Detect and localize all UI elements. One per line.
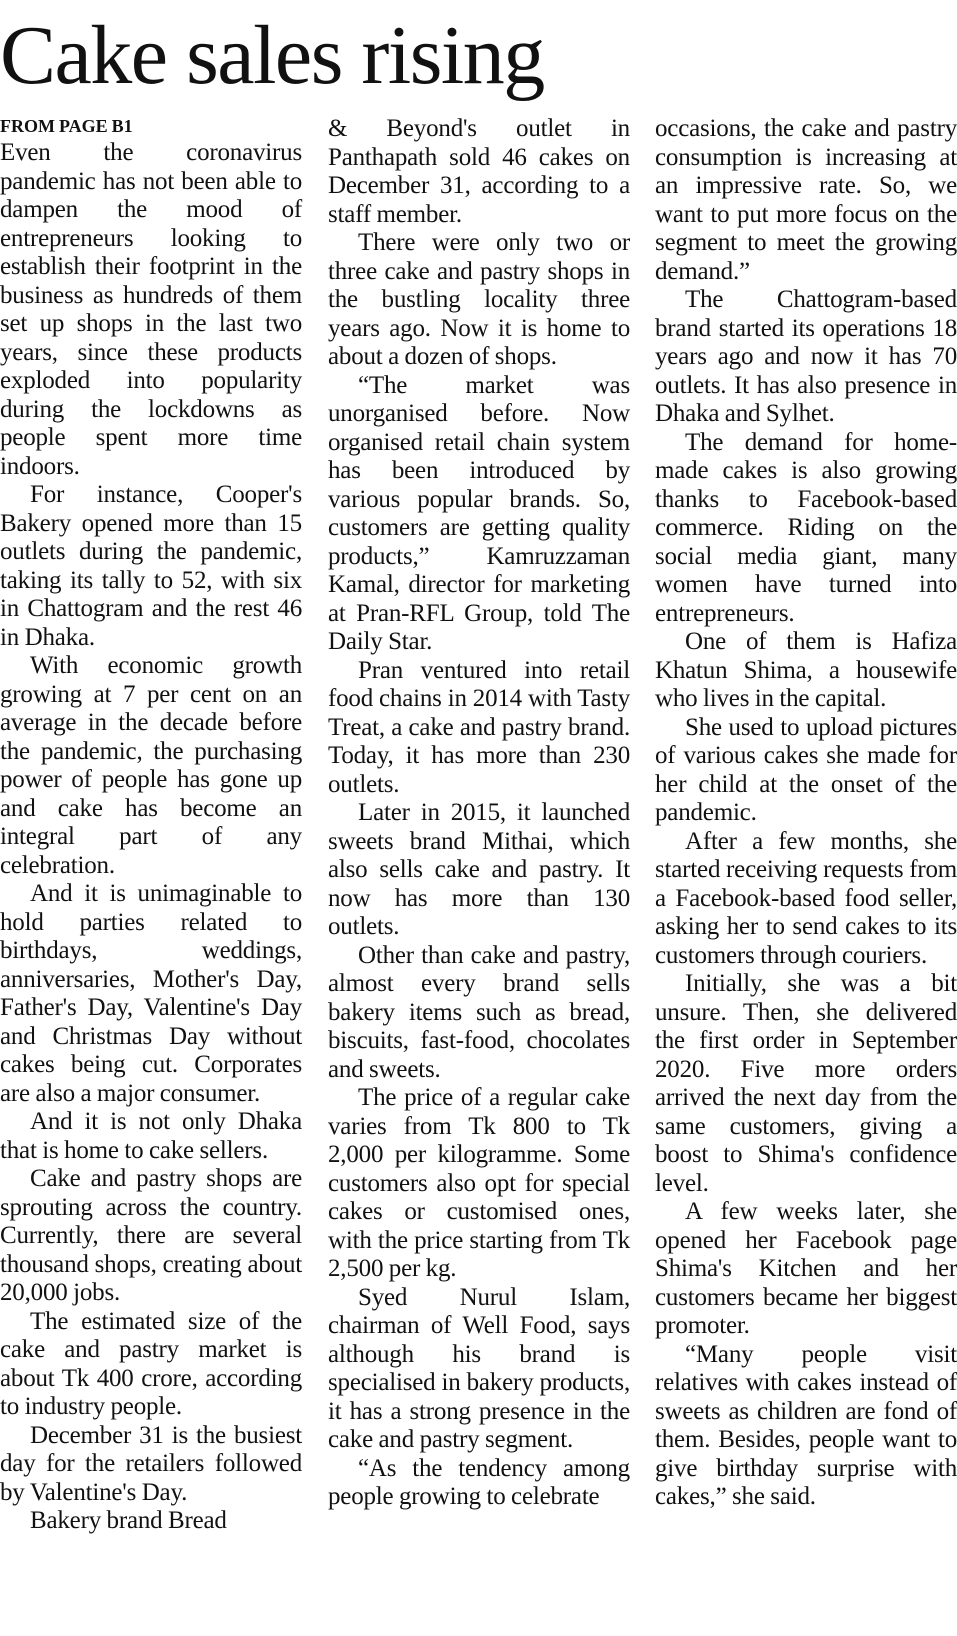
paragraph: Pran ventured into retail food chains in 2014 with Tasty Treat, a cake and pastry brand. Today, it has more than 230 outlets. — [328, 656, 630, 798]
paragraph: A few weeks later, she opened her Facebook page Shima's Kitchen and her customers became her biggest promoter. — [655, 1198, 957, 1339]
paragraph: Cake and pastry shops are sprouting across the country. Currently, there are several thousand shops, creating about 20,000 jobs. — [0, 1165, 302, 1306]
paragraph: The estimated size of the cake and pastry market is about Tk 400 crore, according to industry people. — [0, 1307, 302, 1420]
article-column-1 — [0, 115, 302, 1536]
paragraph: After a few months, she started receiving requests from a Facebook-based food seller, asking her to send cakes to its customers through couriers. — [655, 827, 957, 969]
kicker: FROM PAGE B1 — [0, 116, 133, 136]
paragraph: And it is unimaginable to hold parties related to birthdays, weddings, anniversaries, Mother's Day, Father's Day, Valentine's Day and Christmas Day without cakes being cut. Corporates are also a major consumer. — [0, 880, 302, 1107]
paragraph: “Many people visit relatives with cakes instead of sweets as children are fond of them. Besides, people want to give birthday surprise with cakes,” she said. — [655, 1340, 957, 1510]
paragraph: The demand for home-made cakes is also growing thanks to Facebook-based commerce. Riding on the social media giant, many women have turned into entrepreneurs. — [655, 428, 957, 627]
paragraph: With economic growth growing at 7 per cent on an average in the decade before the pandemic, the purchasing power of people has gone up and cake has become an integral part of any celebration. — [0, 652, 302, 879]
article-column-3 — [655, 115, 957, 1512]
paragraph: Syed Nurul Islam, chairman of Well Food, says although his brand is specialised in bakery products, it has a strong presence in the cake and pastry segment. — [328, 1283, 630, 1453]
paragraph: The price of a regular cake varies from Tk 800 to Tk 2,000 per kilogramme. Some customers also opt for special cakes or customised ones, with the price starting from Tk 2,500 per kg. — [328, 1084, 630, 1282]
headline: Cake sales rising — [0, 9, 544, 102]
article-column-2 — [328, 115, 630, 1512]
paragraph: One of them is Hafiza Khatun Shima, a housewife who lives in the capital. — [655, 628, 957, 712]
paragraph: occasions, the cake and pastry consumption is increasing at an impressive rate. So, we want to put more focus on the segment to meet the growing demand.” — [655, 115, 957, 285]
paragraph: “The market was unorganised before. Now organised retail chain system has been introduced by various popular brands. So, customers are getting quality products,” Kamruzzaman Kamal, director for marketing at Pran-RFL Group, told The Daily Star. — [328, 371, 630, 655]
paragraph: The Chattogram-based brand started its operations 18 years ago and now it has 70 outlets. It has also presence in Dhaka and Sylhet. — [655, 286, 957, 427]
paragraph: She used to upload pictures of various cakes she made for her child at the onset of the pandemic. — [655, 713, 957, 826]
paragraph: For instance, Cooper's Bakery opened more than 15 outlets during the pandemic, taking its tally to 52, with six in Chattogram and the rest 46 in Dhaka. — [0, 481, 302, 651]
paragraph: Initially, she was a bit unsure. Then, she delivered the first order in September 2020. Five more orders arrived the next day from the same customers, giving a boost to Shima's confidence level. — [655, 970, 957, 1197]
paragraph: Bakery brand Bread — [30, 1507, 227, 1534]
paragraph: Later in 2015, it launched sweets brand Mithai, which also sells cake and pastry. It now has more than 130 outlets. — [328, 799, 630, 940]
paragraph: Even the coronavirus pandemic has not been able to dampen the mood of entrepreneurs looking to establish their footprint in the business as hundreds of them set up shops in the last two years, since these products exploded into popularity during the lockdowns as people spent more time indoors. — [0, 139, 302, 480]
paragraph: There were only two or three cake and pastry shops in the bustling locality three years ago. Now it is home to about a dozen of shops. — [328, 229, 630, 370]
paragraph: & Beyond's outlet in Panthapath sold 46 cakes on December 31, according to a staff member. — [328, 115, 630, 228]
paragraph: And it is not only Dhaka that is home to cake sellers. — [0, 1108, 302, 1164]
paragraph: Other than cake and pastry, almost every brand sells bakery items such as bread, biscuits, fast-food, chocolates and sweets. — [328, 941, 630, 1083]
paragraph: December 31 is the busiest day for the retailers followed by Valentine's Day. — [0, 1421, 302, 1506]
paragraph: “As the tendency among people growing to celebrate — [328, 1454, 630, 1510]
